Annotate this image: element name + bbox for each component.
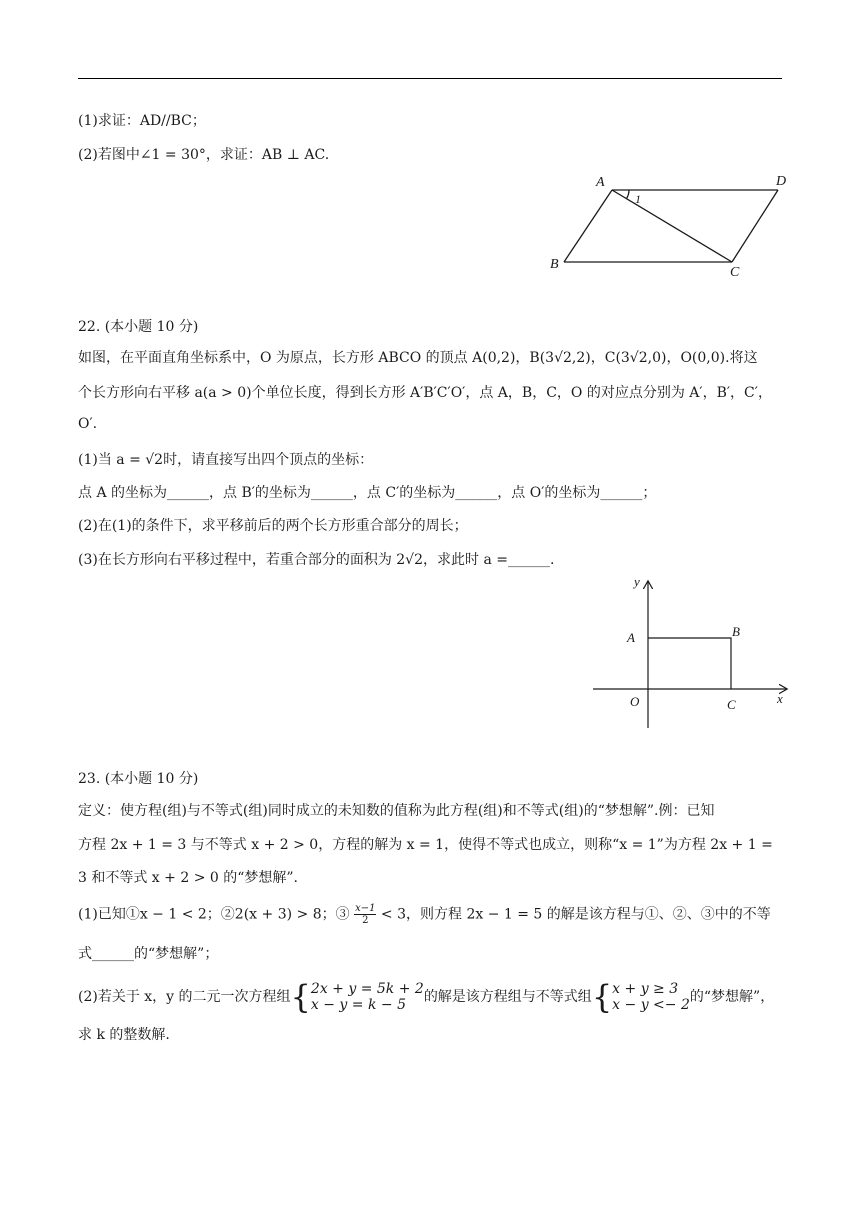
angle-1-arc (627, 190, 630, 199)
label-x-axis: x (777, 691, 783, 706)
q22-part2: (2)在(1)的条件下，求平移前后的两个长方形重合部分的周长； (78, 518, 468, 534)
left-brace: { (591, 978, 613, 1016)
left-brace: { (290, 978, 311, 1016)
segment-dc (732, 190, 778, 262)
q23-part2-text-a: (2)若关于 x，y 的二元一次方程组 (78, 989, 291, 1005)
segment-ac (612, 190, 732, 262)
fraction (354, 903, 376, 926)
q22-intro-line1: 如图，在平面直角坐标系中，O 为原点，长方形 ABCO 的顶点 A(0,2)，B(3√2,2)，C(3√2,0)，O(0,0).将这 (78, 350, 758, 366)
q23-part1-text-b: < 3，则方程 2x − 1 = 5 的解是该方程与①、②、③中的不等 (380, 906, 771, 923)
inequality-system (612, 981, 690, 1013)
q23-part1-line2: 式______的“梦想解”； (78, 946, 219, 962)
q23-part2-text-b: 的解是该方程组与不等式组 (423, 989, 592, 1005)
q22-coordinate-figure (590, 572, 795, 734)
inequality-row-1: x + y ≥ 3 (612, 981, 679, 997)
label-c: C (727, 697, 736, 712)
q23-part2 (78, 980, 784, 1014)
q22-part1: (1)当 a = √2时，请直接写出四个顶点的坐标： (78, 452, 374, 468)
q23-part1 (78, 903, 784, 926)
q21-part1: (1)求证：AD//BC； (78, 113, 206, 129)
label-b: B (550, 257, 559, 272)
segment-ab (564, 190, 612, 262)
equation-system (311, 981, 424, 1013)
fraction-denominator: 2 (362, 915, 369, 926)
label-o: O (630, 694, 640, 709)
q23-header: 23. (本小题 10 分) (78, 771, 199, 787)
q23-definition-line2: 方程 2x + 1 = 3 与不等式 x + 2 > 0，方程的解为 x = 1，使得不等式也成立，则称“x = 1”为方程 2x + 1 = (78, 837, 773, 853)
label-c: C (730, 265, 740, 280)
q22-intro-line2: 个长方形向右平移 a(a > 0)个单位长度，得到长方形 A′B′C′O′，点 A，B，C，O 的对应点分别为 A′，B′，C′， (78, 385, 772, 401)
fraction-numerator: x−1 (355, 903, 376, 914)
equation-row-1: 2x + y = 5k + 2 (310, 981, 424, 997)
q22-part1-blanks: 点 A 的坐标为______，点 B′的坐标为______，点 C′的坐标为______，点 O′的坐标为______； (78, 485, 657, 501)
label-d: D (776, 174, 787, 189)
label-y-axis: y (634, 574, 640, 589)
q21-parallelogram-figure (540, 170, 800, 282)
label-b: B (732, 624, 740, 639)
q21-part2: (2)若图中∠1 = 30°，求证：AB ⊥ AC. (78, 147, 330, 163)
label-a: A (596, 175, 605, 190)
q23-definition-line1: 定义：使方程(组)与不等式(组)同时成立的未知数的值称为此方程(组)和不等式(组)的“梦想解”.例：已知 (78, 803, 715, 819)
q23-part1-text-a: (1)已知①x − 1 < 2；②2(x + 3) > 8；③ (78, 906, 350, 923)
q23-part2-text-c: 的“梦想解”， (689, 989, 775, 1005)
label-angle-1: 1 (635, 192, 641, 206)
label-a: A (627, 630, 635, 645)
header-rule (78, 78, 782, 79)
q23-definition-line3: 3 和不等式 x + 2 > 0 的“梦想解”. (78, 870, 298, 886)
q22-part3: (3)在长方形向右平移过程中，若重合部分的面积为 2√2，求此时 a =______. (78, 552, 555, 568)
inequality-row-2: x − y <− 2 (612, 997, 690, 1013)
rectangle-abco (648, 638, 731, 689)
equation-row-2: x − y = k − 5 (310, 997, 406, 1013)
q23-part2-line2: 求 k 的整数解. (78, 1027, 170, 1043)
q22-intro-line3: O′. (78, 416, 98, 432)
q22-header: 22. (本小题 10 分) (78, 319, 199, 335)
